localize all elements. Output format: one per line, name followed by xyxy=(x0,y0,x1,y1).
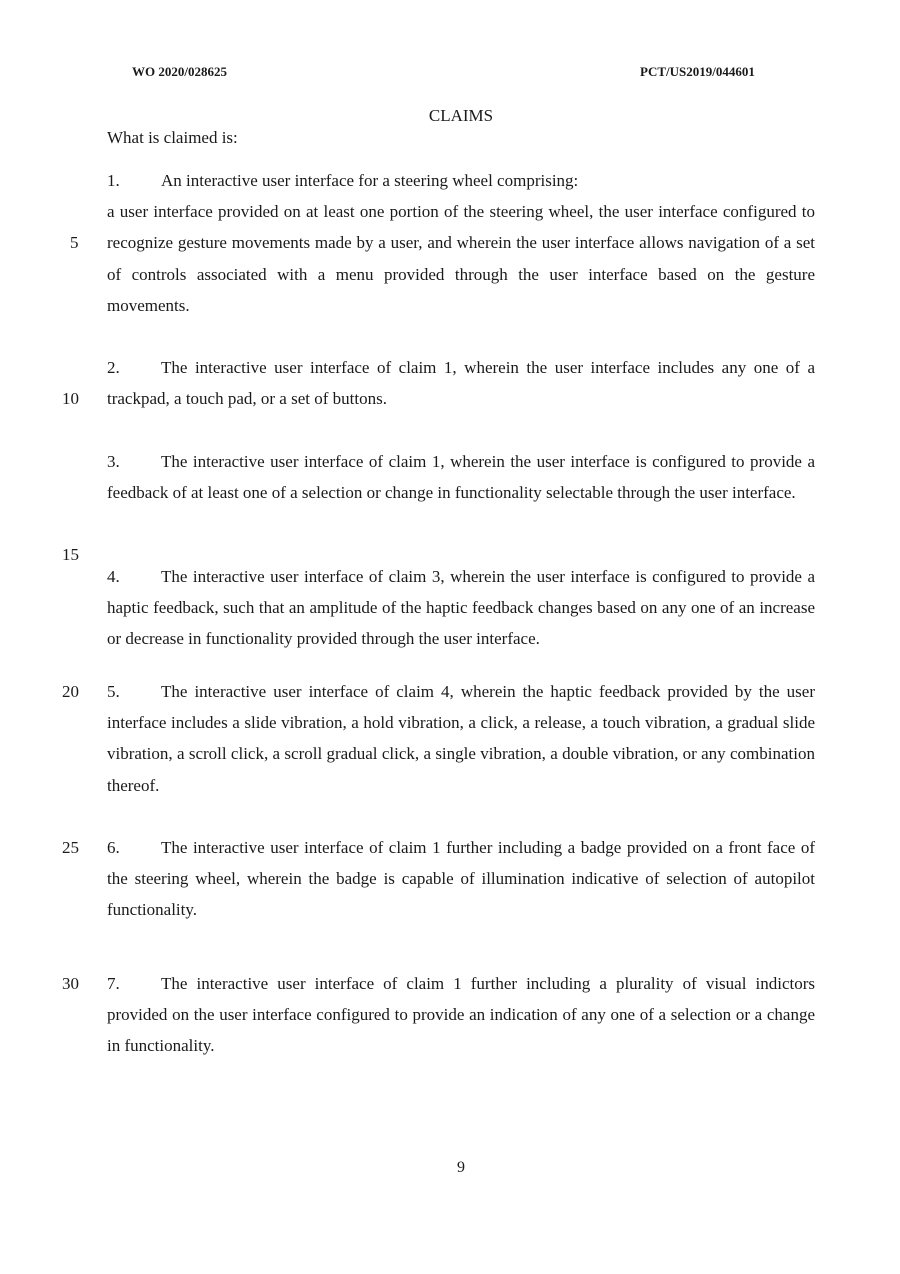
line-number-25: 25 xyxy=(62,838,79,857)
claim-7-text: The interactive user interface of claim 1 further including a plurality of visual indictors provided on the user interface configured to provide an indication of any one of a selection or a change in functionality. xyxy=(107,974,815,1056)
line-number-5: 5 xyxy=(70,233,79,252)
claim-5-number: 5. xyxy=(107,682,120,701)
claim-1-body: a user interface provided on at least one portion of the steering wheel, the user interface configured to recognize gesture movements made by a user, and wherein the user interface allows navigation of a set of controls associated with a menu provided through the user interface based on the gesture movements. xyxy=(107,202,815,315)
claim-1-first-line xyxy=(107,165,815,196)
claim-5 xyxy=(107,676,815,801)
claims-heading: CLAIMS xyxy=(428,106,494,125)
claim-4-text: The interactive user interface of claim 3, wherein the user interface is configured to provide a haptic feedback, such that an amplitude of the haptic feedback changes based on any one of an increase or decrease in functionality provided through the user interface. xyxy=(107,567,815,649)
claim-7-number: 7. xyxy=(107,974,120,993)
claim-6-text: The interactive user interface of claim 1 further including a badge provided on a front face of the steering wheel, wherein the badge is capable of illumination indicative of selection of autopilot functionality. xyxy=(107,838,815,920)
line-number-15: 15 xyxy=(62,545,79,564)
publication-number: WO 2020/028625 xyxy=(132,64,227,79)
line-number-30: 30 xyxy=(62,974,79,993)
claim-1-text: An interactive user interface for a steering wheel comprising: xyxy=(161,171,579,190)
line-number-10: 10 xyxy=(62,389,79,408)
line-number-20: 20 xyxy=(62,682,79,701)
claim-4 xyxy=(107,561,815,655)
application-number: PCT/US2019/044601 xyxy=(640,64,755,79)
claim-6 xyxy=(107,832,815,926)
page-number: 9 xyxy=(457,1159,465,1176)
claim-4-number: 4. xyxy=(107,567,120,586)
claim-3-text: The interactive user interface of claim 1, wherein the user interface is configured to provide a feedback of at least one of a selection or change in functionality selectable through the user interface. xyxy=(107,452,815,503)
claim-2 xyxy=(107,352,815,414)
claim-3-number: 3. xyxy=(107,452,120,471)
claim-1-number: 1. xyxy=(107,171,120,190)
claim-2-text: The interactive user interface of claim 1, wherein the user interface includes any one of a trackpad, a touch pad, or a set of buttons. xyxy=(107,358,815,409)
claim-1 xyxy=(107,165,815,321)
claim-2-number: 2. xyxy=(107,358,120,377)
claim-3 xyxy=(107,446,815,508)
claim-7 xyxy=(107,968,815,1062)
claim-6-number: 6. xyxy=(107,838,120,857)
claim-5-text: The interactive user interface of claim 4, wherein the haptic feedback provided by the user interface includes a slide vibration, a hold vibration, a click, a release, a touch vibration, a gradual slide vibration, a scroll click, a scroll gradual click, a single vibration, a double vibration, or any combination thereof. xyxy=(107,682,815,795)
claims-intro: What is claimed is: xyxy=(107,128,238,147)
